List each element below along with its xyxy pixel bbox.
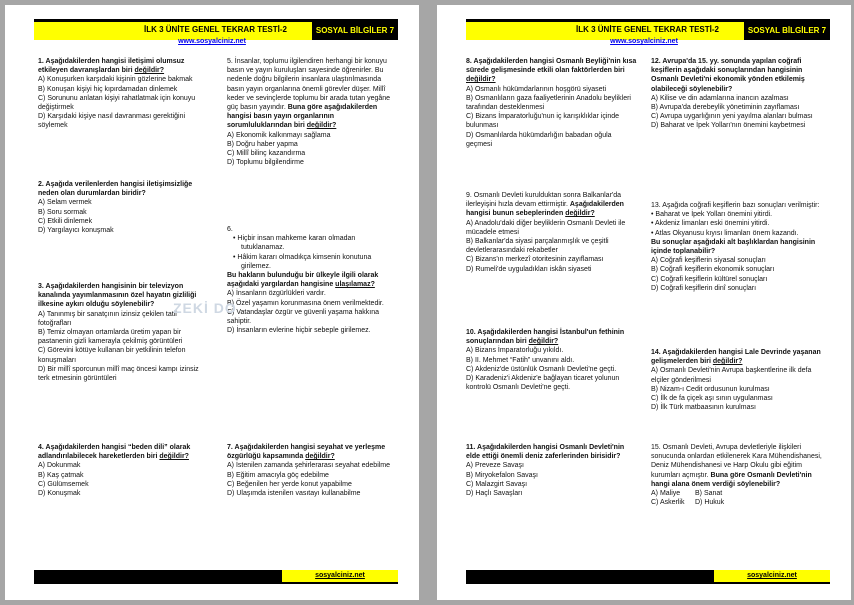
q15-options-row-1 bbox=[651, 489, 823, 498]
q14-option-a: A) Osmanlı Devleti'nin Avrupa başkentlerine ilk defa elçiler gönderilmesi bbox=[651, 367, 812, 384]
q15-option-b: B) Sanat bbox=[695, 490, 723, 498]
q6-option-b: B) Özel yaşamın korunmasına önem verilmektedir. bbox=[227, 299, 384, 307]
q3-option-a: A) Tanınmış bir sanatçının izinsiz çekilen tatil fotoğrafları bbox=[38, 310, 177, 327]
footer-website[interactable]: sosyalciniz.net bbox=[714, 570, 830, 582]
q13-bullet-2: • Akdeniz limanları eski önemini yitirdi. bbox=[651, 220, 770, 228]
q3-option-b: B) Temiz olmayan ortamlarda üretim yapan bir pastanenin gizli kamerayla çekilmiş görüntüleri bbox=[38, 329, 183, 346]
q10-option-a: A) Bizans İmparatorluğu yıkıldı. bbox=[466, 347, 564, 355]
q13-option-b: B) Coğrafi keşiflerin ekonomik sonuçları bbox=[651, 266, 775, 274]
q11-option-b: B) Miryokefalon Savaşı bbox=[466, 471, 538, 479]
q11-option-c: C) Malazgirt Savaşı bbox=[466, 480, 528, 488]
left-page bbox=[5, 5, 419, 600]
q12-option-b: B) Avrupa'da derebeylik yönetiminin zayıflaması bbox=[651, 104, 800, 112]
question-4: 4. Aşağıdakilerden hangisi “beden dili” olarak adlandırılabilecek hareketlerden biri değildir? A) Dokunmak B) Kaş çatmak C) Gülümsemek D) Konuşmak bbox=[38, 443, 210, 498]
q5-option-c: C) Millî bilinç kazandırma bbox=[227, 150, 306, 158]
q4-option-b: B) Kaş çatmak bbox=[38, 471, 84, 479]
question-2: 2. Aşağıda verilenlerden hangisi iletişimsizliğe neden olan durumlardan biridir? A) Selam vermek B) Soru sormak C) Etkili dinlemek D) Yargılayıcı konuşmak bbox=[38, 180, 210, 235]
q2-option-c: C) Etkili dinlemek bbox=[38, 217, 93, 225]
footer-website[interactable]: sosyalciniz.net bbox=[282, 570, 398, 582]
q8-option-d: D) Osmanlılarda hükümdarlığın babadan oğula geçmesi bbox=[466, 131, 612, 148]
q4-option-a: A) Dokunmak bbox=[38, 462, 81, 470]
q11-option-a: A) Preveze Savaşı bbox=[466, 462, 524, 470]
q10-option-d: D) Karadeniz'i Akdeniz'e bağlayan ticaret yolunun kontrolü Osmanlı Devleti'ne geçti. bbox=[466, 375, 620, 392]
q5-option-d: D) Toplumu bilgilendirme bbox=[227, 159, 304, 167]
q12-option-d: D) Baharat ve İpek Yolları'nın önemini kaybetmesi bbox=[651, 122, 806, 130]
q2-option-d: D) Yargılayıcı konuşmak bbox=[38, 227, 114, 235]
watermark: ZEKİ DO bbox=[173, 300, 237, 316]
q1-option-b: B) Konuşan kişiyi hiç kıpırdamadan dinlemek bbox=[38, 85, 178, 93]
q6-bullet-1: • Hiçbir insan mahkeme kararı olmadan tutuklanamaz. bbox=[233, 235, 356, 252]
test-title: İLK 3 ÜNİTE GENEL TEKRAR TESTİ-2 bbox=[144, 25, 287, 34]
q13-bullet-3: • Atlas Okyanusu kıyısı limanları önem kazandı. bbox=[651, 229, 799, 237]
q14-option-d: D) İlk Türk matbaasının kurulması bbox=[651, 404, 756, 412]
q5-option-b: B) Doğru haber yapma bbox=[227, 140, 298, 148]
q14-option-c: C) İlk de fa çiçek aşı sının uygulanması bbox=[651, 395, 773, 403]
question-10: 10. Aşağıdakilerden hangisi İstanbul'un fethinin sonuçlarından biri değildir? A) Bizans İmparatorluğu yıkıldı. B) II. Mehmet “Fatih” unvanını aldı. C) Akdeniz'de üstünlük Osmanlı Devleti'ne geçti. D) Karadeniz'i Akdeniz'e bağlayan ticaret yolunun kontrolü Osmanlı Devleti'ne geçti. bbox=[466, 328, 638, 392]
q15-option-d: D) Hukuk bbox=[695, 499, 725, 507]
q5-option-a: A) Ekonomik kalkınmayı sağlama bbox=[227, 131, 331, 139]
question-14: 14. Aşağıdakilerden hangisi Lale Devrinde yaşanan gelişmelerden biri değildir? A) Osmanlı Devleti'nin Avrupa başkentlerine ilk defa elçiler gönderilmesi B) Nizam-ı Cedit ordusunun kurulması C) İlk de fa çiçek aşı sının uygulanması D) İlk Türk matbaasının kurulması bbox=[651, 348, 823, 412]
question-3: 3. Aşağıdakilerden hangisinin bir televizyon kanalında yayımlanmasının özel hayatın gizliliği ilkesine aykırı olduğu söylenebilir? A) Tanınmış bir sanatçının izinsiz çekilen tatil fotoğrafları B) Temiz olmayan ortamlarda üretim yapan bir pastanenin gizli kamerayla çekilmiş görüntüleri C) Görevini kötüye kullanan bir yetkilinin telefon konuşmaları D) Bir millî sporcunun millî maç öncesi kampı izinsiz terk etmesinin görüntüleri bbox=[38, 282, 210, 383]
q3-option-d: D) Bir millî sporcunun millî maç öncesi kampı izinsiz terk etmesinin görüntüleri bbox=[38, 365, 199, 383]
subject-label: SOSYAL BİLGİLER 7 bbox=[312, 22, 398, 40]
q10-option-c: C) Akdeniz'de üstünlük Osmanlı Devleti'ne geçti. bbox=[466, 365, 617, 373]
question-6: 6. • Hiçbir insan mahkeme kararı olmadan tutuklanamaz. • Hâkim kararı olmadıkça kimsenin konutuna girilemez. Bu hakların bulunduğu bir ülkeyle ilgili olarak aşağıdaki yargılardan hangisine ulaşılamaz? A) İnsanların özgürlükleri vardır. B) Özel yaşamın korunmasına önem verilmektedir. C) Vatandaşlar özgür ve güvenli yaşama hakkına sahiptir. D) İnsanların evlerine hiçbir sebeple girilemez. bbox=[227, 225, 399, 335]
question-7: 7. Aşağıdakilerden hangisi seyahat ve yerleşme özgürlüğü kapsamında değildir? A) İstenilen zamanda şehirlerarası seyahat edebilme B) Eğitim amacıyla göç edebilme C) Beğenilen her yerde konut yapabilme D) Ulaşımda istenilen vasıtayı kullanabilme bbox=[227, 443, 399, 498]
q9-option-b: B) Balkanlar'da siyasi parçalanmışlık ve çeşitli devletlerarasındaki rekabetler bbox=[466, 238, 609, 255]
q6-bullet-2: • Hâkim kararı olmadıkça kimsenin konutuna girilemez. bbox=[233, 253, 372, 270]
website-link[interactable]: www.sosyalciniz.net bbox=[610, 38, 678, 45]
q6-option-a: A) İnsanların özgürlükleri vardır. bbox=[227, 290, 326, 298]
question-12: 12. Avrupa'da 15. yy. sonunda yapılan coğrafi keşiflerin aşağıdaki sonuçlarından hangisinin Osmanlı Devleti'ni ekonomik yönden etkilemiş olabileceği söylenebilir? A) Kilise ve din adamlarına inancın azalması B) Avrupa'da derebeylik yönetiminin zayıflaması C) Avrupa uygarlığının yeni yayılma alanları bulması D) Baharat ve İpek Yolları'nın önemini kaybetmesi bbox=[651, 57, 823, 131]
website-link[interactable]: www.sosyalciniz.net bbox=[178, 38, 246, 45]
q3-option-c: C) Görevini kötüye kullanan bir yetkilinin telefon konuşmaları bbox=[38, 347, 186, 364]
header-bar bbox=[34, 19, 398, 40]
q11-option-d: D) Haçlı Savaşları bbox=[466, 490, 523, 498]
subject-label: SOSYAL BİLGİLER 7 bbox=[744, 22, 830, 40]
q2-option-b: B) Soru sormak bbox=[38, 208, 87, 216]
question-13: 13. Aşağıda coğrafi keşiflerin bazı sonuçları verilmiştir: • Baharat ve İpek Yolları önemini yitirdi. • Akdeniz limanları eski önemini yitirdi. • Atlas Okyanusu kıyısı limanları önem kazandı. Bu sonuçlar aşağıdaki alt başlıklardan hangisinin içinde toplanabilir? A) Coğrafi keşiflerin siyasal sonuçları B) Coğrafi keşiflerin ekonomik sonuçları C) Coğrafi keşiflerin kültürel sonuçları D) Coğrafi keşiflerin dinî sonuçları bbox=[651, 201, 823, 293]
q15-option-c: C) Askerlik bbox=[651, 499, 685, 507]
q6-option-d: D) İnsanların evlerine hiçbir sebeple girilemez. bbox=[227, 327, 371, 335]
q8-option-a: A) Osmanlı hükümdarlarının hoşgörü siyaseti bbox=[466, 85, 607, 93]
question-15: 15. Osmanlı Devleti, Avrupa devletleriyle ilişkileri sonucunda onlardan etkilenerek Kara Mühendishanesi, Deniz Mühendishanesi ve Harp Okulu gibi eğitim kurumları açmıştır. Buna göre Osmanlı Devleti'nin hangi alana önem verdiği söylenebilir? A) Maliye B) Sanat C) Askerlik D) Hukuk bbox=[651, 444, 822, 507]
q4-option-c: C) Gülümsemek bbox=[38, 480, 89, 488]
q7-option-a: A) İstenilen zamanda şehirlerarası seyahat edebilme bbox=[227, 462, 391, 470]
question-11: 11. Aşağıdakilerden hangisi Osmanlı Devleti'nin elde ettiği önemli deniz zaferlerinden birisidir? A) Preveze Savaşı B) Miryokefalon Savaşı C) Malazgirt Savaşı D) Haçlı Savaşları bbox=[466, 443, 638, 498]
footer-bar bbox=[466, 570, 830, 584]
q7-option-d: D) Ulaşımda istenilen vasıtayı kullanabilme bbox=[227, 490, 361, 498]
footer-bar bbox=[34, 570, 398, 584]
header-bar bbox=[466, 19, 830, 40]
q4-option-d: D) Konuşmak bbox=[38, 490, 81, 498]
q9-option-a: A) Anadolu'daki diğer beyliklerin Osmanlı Devleti ile mücadele etmesi bbox=[466, 219, 626, 236]
q6-option-c: C) Vatandaşlar özgür ve güvenli yaşama hakkına sahiptir. bbox=[227, 308, 380, 326]
question-8: 8. Aşağıdakilerden hangisi Osmanlı Beyliği'nin kısa sürede gelişmesinde etkili olan faktörlerden biri değildir? A) Osmanlı hükümdarlarının hoşgörü siyaseti B) Osmanlıların gaza faaliyetlerinin Anadolu beylikleri tarafından desteklenmesi C) Bizans İmparatorluğu'nun iç karışıklıklar içinde bulunması D) Osmanlılarda hükümdarlığın babadan oğula geçmesi bbox=[466, 58, 637, 148]
q10-option-b: B) II. Mehmet “Fatih” unvanını aldı. bbox=[466, 356, 575, 364]
test-title: İLK 3 ÜNİTE GENEL TEKRAR TESTİ-2 bbox=[576, 25, 719, 34]
q7-option-b: B) Eğitim amacıyla göç edebilme bbox=[227, 471, 329, 479]
q13-option-c: C) Coğrafi keşiflerin kültürel sonuçları bbox=[651, 275, 768, 283]
q12-option-a: A) Kilise ve din adamlarına inancın azalması bbox=[651, 94, 789, 102]
q12-option-c: C) Avrupa uygarlığının yeni yayılma alanları bulması bbox=[651, 113, 813, 121]
question-9: 9. Osmanlı Devleti kurulduktan sonra Balkanlar'da ilerleyişini hızla devam ettirmiştir. Aşağıdakilerden hangisi bunun sebeplerinden değildir? A) Anadolu'daki diğer beyliklerin Osmanlı Devleti ile mücadele etmesi B) Balkanlar'da siyasi parçalanmışlık ve çeşitli devletlerarasındaki rekabetler C) Bizans'ın merkezî otoritesinin zayıflaması D) Rumeli'de uyguladıkları iskân siyaseti bbox=[466, 191, 638, 274]
question-5: 5. İnsanlar, toplumu ilgilendiren herhangi bir konuyu basın ve yayın kuruluşları sayesinde öğrenirler. Bu nedenle doğru bilgilerin insanlara ulaştırılmasında basın yayın organlarına önemli görevler düşer. Millî keder ve sevinçlerde toplumu bir arada tutan yegâne güç basın yayındır. Buna göre aşağıdakilerden hangisi basın yayın organlarının sorumluluklarından biri değildir? A) Ekonomik kalkınmayı sağlama B) Doğru haber yapma C) Millî bilinç kazandırma D) Toplumu bilgilendirme bbox=[227, 57, 399, 167]
q1-option-d: D) Karşıdaki kişiye nasıl davranması gerektiğini söylemek bbox=[38, 113, 186, 130]
q15-option-a: A) Maliye bbox=[651, 490, 681, 498]
q9-option-d: D) Rumeli'de uyguladıkları iskân siyaseti bbox=[466, 265, 592, 273]
q2-option-a: A) Selam vermek bbox=[38, 199, 92, 207]
right-page bbox=[437, 5, 851, 600]
question-1: 1. Aşağıdakilerden hangisi iletişimi olumsuz etkileyen davranışlardan biri değildir? A) Konuşurken karşıdaki kişinin gözlerine bakmak B) Konuşan kişiyi hiç kıpırdamadan dinlemek C) Sorununu anlatan kişiyi rahatlatmak için konuyu değiştirmek D) Karşıdaki kişiye nasıl davranması gerektiğini söylemek bbox=[38, 57, 210, 131]
q9-option-c: C) Bizans'ın merkezî otoritesinin zayıflaması bbox=[466, 256, 604, 264]
q8-option-b: B) Osmanlıların gaza faaliyetlerinin Anadolu beylikleri tarafından desteklenmesi bbox=[466, 94, 631, 112]
q13-option-d: D) Coğrafi keşiflerin dinî sonuçları bbox=[651, 284, 757, 292]
q8-option-c: C) Bizans İmparatorluğu'nun iç karışıklıklar içinde bulunması bbox=[466, 113, 620, 130]
q7-option-c: C) Beğenilen her yerde konut yapabilme bbox=[227, 480, 352, 488]
q13-option-a: A) Coğrafi keşiflerin siyasal sonuçları bbox=[651, 257, 766, 265]
q14-option-b: B) Nizam-ı Cedit ordusunun kurulması bbox=[651, 385, 770, 393]
q13-bullet-1: • Baharat ve İpek Yolları önemini yitirdi. bbox=[651, 211, 773, 219]
q15-options-row-2 bbox=[651, 498, 823, 507]
q1-option-c: C) Sorununu anlatan kişiyi rahatlatmak için konuyu değiştirmek bbox=[38, 94, 196, 112]
q1-option-a: A) Konuşurken karşıdaki kişinin gözlerine bakmak bbox=[38, 76, 193, 84]
